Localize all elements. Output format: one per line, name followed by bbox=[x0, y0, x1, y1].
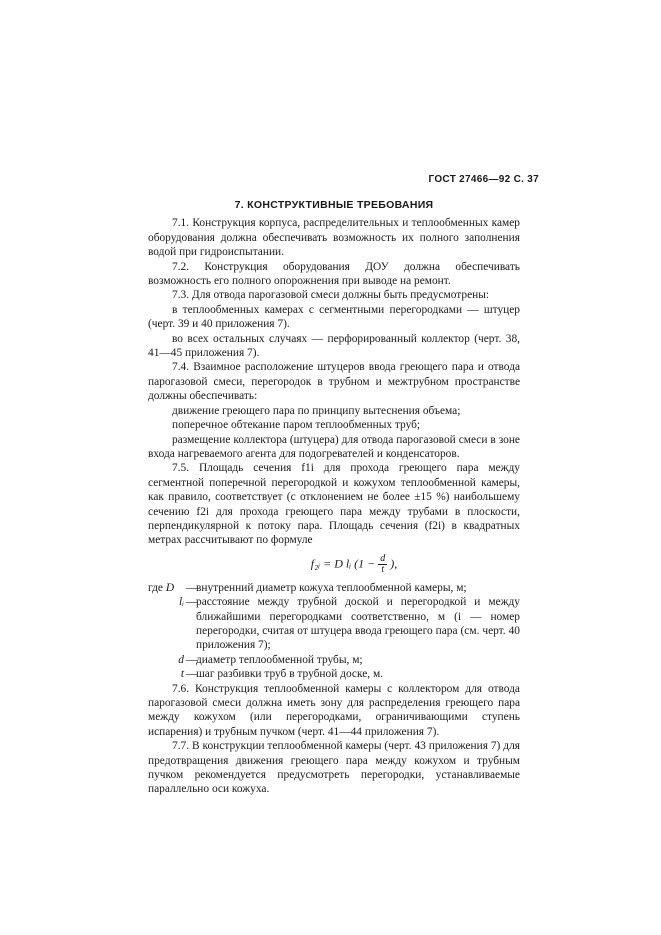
def-symbol-1: lᵢ bbox=[179, 596, 184, 609]
def-dash-0: — bbox=[186, 581, 198, 594]
def-text-2: диаметр теплообменной трубы, м; bbox=[196, 653, 363, 666]
paragraph-7-3-b: во всех остальных случаях — перфорированный коллектор (черт. 38, 41—45 приложения 7). bbox=[148, 332, 520, 360]
formula-fraction bbox=[378, 554, 387, 575]
formula bbox=[188, 554, 520, 575]
def-text-1: расстояние между трубной доской и перегородкой и между ближайшими перегородками соответственно, м (i — номер перегородки, считая от штуцера ввода греющего пара (см. черт. 40 приложения 7); bbox=[196, 596, 520, 652]
def-symbol-0: D bbox=[165, 581, 175, 594]
formula-numerator: d bbox=[380, 552, 386, 564]
where-label bbox=[148, 581, 186, 595]
paragraph-7-4-c: размещение коллектора (штуцера) для отвода парогазовой смеси в зоне входа нагреваемого агента для подогревателей и конденсаторов. bbox=[148, 433, 520, 460]
paragraph-7-3-a: в теплообменных камерах с сегментными перегородками — штуцер (черт. 39 и 40 приложения 7). bbox=[148, 303, 520, 331]
paragraph-7-1: 7.1. Конструкция корпуса, распределительных и теплообменных камер оборудования должна обеспечивать возможность их полного заполнения водой при гидроиспытании. bbox=[148, 217, 520, 259]
paragraph-7-4: 7.4. Взаимное расположение штуцеров ввода греющего пара и отвода парогазовой смеси, перегородок в трубном и межтрубном пространстве должны обеспечивать: bbox=[148, 361, 520, 403]
document-header: ГОСТ 27466—92 С. 37 bbox=[428, 174, 539, 185]
def-dash-3: — bbox=[186, 668, 198, 681]
formula-lhs: f₂ᵢ = D lᵢ (1 − bbox=[310, 556, 376, 570]
def-symbol-2: d bbox=[178, 653, 184, 666]
paragraph-7-5: 7.5. Площадь сечения f1i для прохода греющего пара между сегментной поперечной перегородкой и кожухом теплообменной камеры, как правило, соответствует (с отклонением не более ±15 %) наибольшему сечению f2i для прохода греющего пара между трубами в плоскости, перпендикулярной к потоку пара. Площадь сечения (f2i) в квадратных метрах рассчитывают по формуле bbox=[148, 462, 520, 547]
section-title: 7. КОНСТРУКТИВНЫЕ ТРЕБОВАНИЯ bbox=[234, 199, 434, 211]
paragraph-7-6: 7.6. Конструкция теплообменной камеры с коллектором для отвода парогазовой смеси должна иметь зону для распределения греющего пара между кожухом (или перегородками, ограничивающими ступень испарения) и трубным пучком (черт. 41—44 приложения 7). bbox=[148, 682, 520, 738]
def-dash-2: — bbox=[186, 653, 198, 666]
def-symbol-3: t bbox=[180, 668, 184, 681]
paragraph-7-4-b: поперечное обтекание паром теплообменных труб; bbox=[172, 419, 421, 432]
paragraph-7-4-a: движение греющего пара по принципу вытеснения объема; bbox=[172, 404, 461, 417]
formula-rhs: ), bbox=[390, 556, 398, 570]
where-word: где bbox=[148, 581, 163, 594]
def-text-0: внутренний диаметр кожуха теплообменной камеры, м; bbox=[196, 581, 467, 594]
formula-denominator: t bbox=[381, 563, 385, 575]
def-dash-1: — bbox=[186, 596, 198, 609]
definitions-list bbox=[148, 581, 520, 682]
def-text-3: шаг разбивки труб в трубной доске, м. bbox=[196, 668, 384, 681]
paragraph-7-7: 7.7. В конструкции теплообменной камеры (черт. 43 приложения 7) для предотвращения движения греющего пара между кожухом и трубным пучком рекомендуется предусмотреть перегородки, устанавливаемые параллельно оси кожуха. bbox=[148, 740, 520, 796]
paragraph-7-2: 7.2. Конструкция оборудования ДОУ должна обеспечивать возможность его полного опорожнения при выводе на ремонт. bbox=[148, 260, 520, 288]
paragraph-7-3: 7.3. Для отвода парогазовой смеси должны быть предусмотрены: bbox=[172, 289, 490, 302]
page-content bbox=[148, 198, 520, 797]
